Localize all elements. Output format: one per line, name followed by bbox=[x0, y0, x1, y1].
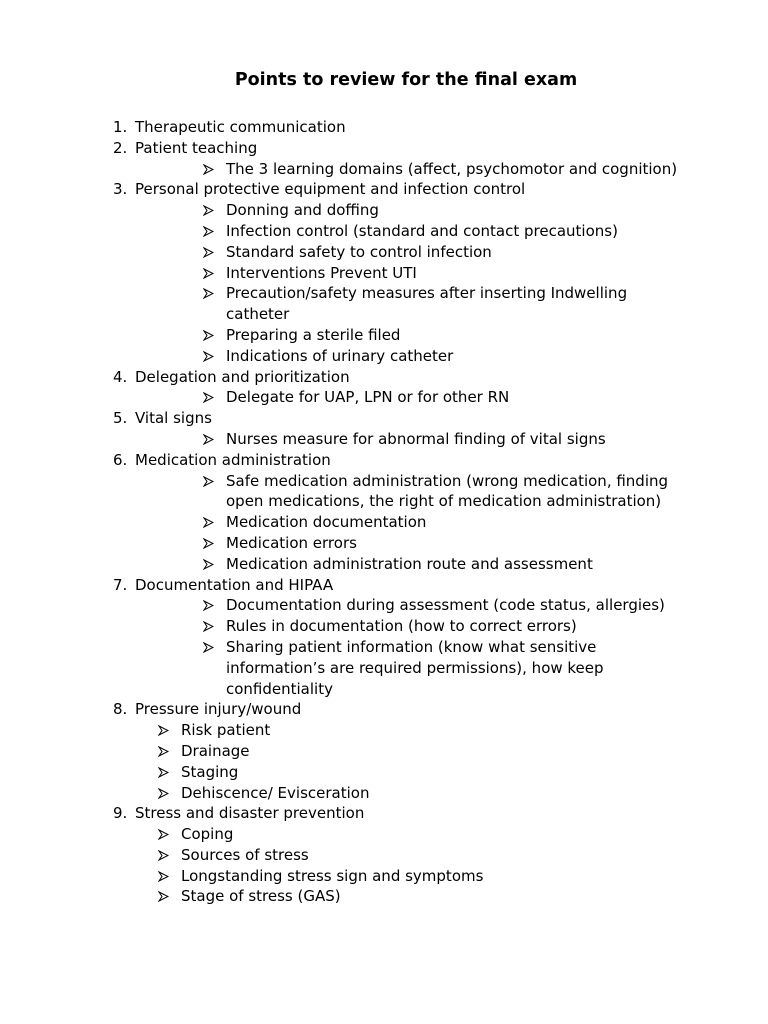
sub-point-text: Standard safety to control infection bbox=[226, 242, 492, 261]
sub-point-text: Donning and doffing bbox=[226, 201, 379, 220]
arrowhead-bullet-icon bbox=[158, 762, 174, 778]
sub-point-text: Risk patient bbox=[181, 721, 271, 740]
sub-point-text: Staging bbox=[181, 762, 239, 781]
sub-point-text: Preparing a sterile filed bbox=[226, 325, 401, 344]
item-text: Vital signs bbox=[135, 409, 212, 428]
outline-item bbox=[0, 803, 768, 907]
arrowhead-bullet-icon bbox=[158, 824, 174, 840]
arrowhead-bullet-icon bbox=[203, 159, 219, 175]
arrowhead-bullet-icon bbox=[203, 263, 219, 279]
sub-point-text: Medication documentation bbox=[226, 513, 427, 532]
sub-point-text: Medication administration route and assessment bbox=[226, 554, 593, 573]
item-text: Medication administration bbox=[135, 450, 331, 469]
outline-item-row bbox=[0, 138, 768, 159]
sub-point bbox=[0, 886, 768, 907]
sub-point bbox=[0, 595, 768, 616]
sub-point-list bbox=[0, 429, 768, 450]
item-text: Delegation and prioritization bbox=[135, 367, 350, 386]
outline-item bbox=[0, 138, 768, 180]
sub-point-text: Medication errors bbox=[226, 533, 357, 552]
sub-point bbox=[0, 221, 768, 242]
sub-point-text: Stage of stress (GAS) bbox=[181, 887, 341, 906]
sub-point bbox=[0, 325, 768, 346]
outline-item-row bbox=[0, 408, 768, 429]
sub-point-text: Precaution/safety measures after inserting Indwelling catheter bbox=[226, 284, 628, 324]
item-text: Therapeutic communication bbox=[135, 118, 346, 136]
arrowhead-bullet-icon bbox=[158, 720, 174, 736]
arrowhead-bullet-icon bbox=[203, 387, 219, 403]
outline-item-row bbox=[0, 367, 768, 388]
sub-point-text: Sharing patient information (know what sensitive information’s are required permissions), how keep confidentiality bbox=[226, 637, 604, 698]
arrowhead-bullet-icon bbox=[203, 346, 219, 362]
arrowhead-bullet-icon bbox=[203, 554, 219, 570]
sub-point-list bbox=[0, 595, 768, 699]
outline-item-row bbox=[0, 179, 768, 200]
sub-point bbox=[0, 845, 768, 866]
sub-point-list bbox=[0, 200, 768, 366]
item-number: 9. bbox=[113, 804, 128, 823]
sub-point bbox=[0, 387, 768, 408]
sub-point bbox=[0, 429, 768, 450]
sub-point bbox=[0, 824, 768, 845]
sub-point-list bbox=[0, 471, 768, 575]
sub-point-text: Safe medication administration (wrong medication, finding open medications, the right of medication administration) bbox=[226, 471, 669, 511]
arrowhead-bullet-icon bbox=[203, 221, 219, 237]
arrowhead-bullet-icon bbox=[158, 866, 174, 882]
item-text: Patient teaching bbox=[135, 138, 258, 157]
item-text: Pressure injury/wound bbox=[135, 700, 302, 719]
sub-point bbox=[0, 512, 768, 533]
item-number: 8. bbox=[113, 700, 128, 719]
sub-point-text: Sources of stress bbox=[181, 845, 309, 864]
sub-point bbox=[0, 616, 768, 637]
arrowhead-bullet-icon bbox=[203, 533, 219, 549]
outline-item bbox=[0, 575, 768, 700]
sub-point-list bbox=[0, 387, 768, 408]
arrowhead-bullet-icon bbox=[203, 512, 219, 528]
sub-point-text: Indications of urinary catheter bbox=[226, 346, 454, 365]
outline-item-row bbox=[0, 117, 768, 138]
sub-point bbox=[0, 200, 768, 221]
review-outline bbox=[0, 117, 768, 907]
sub-point bbox=[0, 346, 768, 367]
outline-item bbox=[0, 179, 768, 366]
arrowhead-bullet-icon bbox=[203, 283, 219, 299]
arrowhead-bullet-icon bbox=[158, 886, 174, 902]
sub-point bbox=[0, 866, 768, 887]
sub-point-text: Interventions Prevent UTI bbox=[226, 263, 417, 282]
sub-point bbox=[0, 637, 768, 699]
outline-item-row bbox=[0, 575, 768, 596]
sub-point-text: Drainage bbox=[181, 741, 250, 760]
arrowhead-bullet-icon bbox=[158, 845, 174, 861]
sub-point-list bbox=[0, 824, 768, 907]
item-number: 7. bbox=[113, 575, 128, 594]
outline-item-row bbox=[0, 450, 768, 471]
outline-item bbox=[0, 450, 768, 575]
sub-point bbox=[0, 762, 768, 783]
sub-point-text: Longstanding stress sign and symptoms bbox=[181, 866, 484, 885]
item-number: 3. bbox=[113, 180, 128, 199]
sub-point-text: Documentation during assessment (code status, allergies) bbox=[226, 596, 665, 615]
sub-point bbox=[0, 471, 768, 513]
arrowhead-bullet-icon bbox=[203, 429, 219, 445]
sub-point-text: The 3 learning domains (affect, psychomotor and cognition) bbox=[226, 159, 678, 178]
item-number: 6. bbox=[113, 450, 128, 469]
outline-item bbox=[0, 699, 768, 803]
outline-item bbox=[0, 408, 768, 450]
sub-point-text: Delegate for UAP, LPN or for other RN bbox=[226, 388, 510, 407]
arrowhead-bullet-icon bbox=[203, 325, 219, 341]
outline-item-row bbox=[0, 803, 768, 824]
page-title: Points to review for the final exam bbox=[234, 70, 578, 90]
sub-point-text: Rules in documentation (how to correct errors) bbox=[226, 617, 577, 636]
item-text: Stress and disaster prevention bbox=[135, 804, 365, 823]
sub-point bbox=[0, 533, 768, 554]
sub-point-text: Nurses measure for abnormal finding of vital signs bbox=[226, 429, 606, 448]
arrowhead-bullet-icon bbox=[158, 783, 174, 799]
arrowhead-bullet-icon bbox=[203, 637, 219, 653]
sub-point-text: Coping bbox=[181, 825, 234, 844]
outline-item-row bbox=[0, 699, 768, 720]
sub-point-text: Infection control (standard and contact precautions) bbox=[226, 221, 618, 240]
outline-item bbox=[0, 117, 768, 138]
sub-point-list bbox=[0, 159, 768, 180]
arrowhead-bullet-icon bbox=[203, 242, 219, 258]
item-number: 1. bbox=[113, 118, 128, 136]
item-text: Personal protective equipment and infection control bbox=[135, 180, 526, 199]
arrowhead-bullet-icon bbox=[203, 471, 219, 487]
item-text: Documentation and HIPAA bbox=[135, 575, 334, 594]
sub-point bbox=[0, 263, 768, 284]
arrowhead-bullet-icon bbox=[158, 741, 174, 757]
sub-point bbox=[0, 741, 768, 762]
sub-point-text: Dehiscence/ Evisceration bbox=[181, 783, 370, 802]
sub-point bbox=[0, 159, 768, 180]
sub-point bbox=[0, 283, 768, 325]
sub-point bbox=[0, 242, 768, 263]
item-number: 2. bbox=[113, 138, 128, 157]
sub-point bbox=[0, 720, 768, 741]
arrowhead-bullet-icon bbox=[203, 616, 219, 632]
item-number: 4. bbox=[113, 367, 128, 386]
arrowhead-bullet-icon bbox=[203, 200, 219, 216]
arrowhead-bullet-icon bbox=[203, 595, 219, 611]
sub-point bbox=[0, 783, 768, 804]
sub-point-list bbox=[0, 720, 768, 803]
outline-item bbox=[0, 367, 768, 409]
sub-point bbox=[0, 554, 768, 575]
item-number: 5. bbox=[113, 409, 128, 428]
